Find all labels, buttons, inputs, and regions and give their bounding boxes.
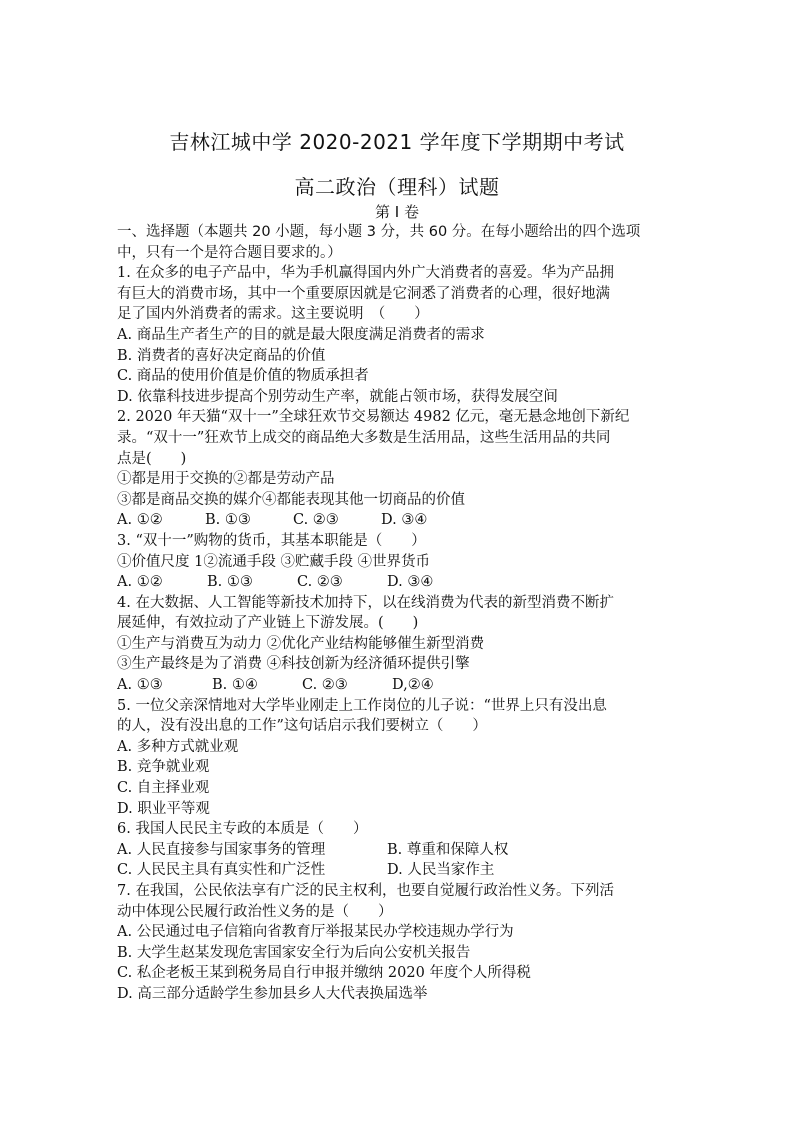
q3-stem: 3. “双十一”购物的货币，其基本职能是（ ） xyxy=(117,532,426,549)
q3-option-d: D. ③④ xyxy=(387,574,434,591)
q6-stem: 6. 我国人民民主专政的本质是（ ） xyxy=(117,821,368,838)
q6-options-row xyxy=(117,860,687,881)
q6-option-d: D. 人民当家作主 xyxy=(387,862,495,879)
q4-stem-line: 展延伸，有效拉动了产业链上下游发展。( ) xyxy=(117,615,419,632)
q7-option-c: C. 私企老板王某到税务局自行申报并缴纳 2020 年度个人所得税 xyxy=(117,965,531,982)
q6-option-c: C. 人民民主具有真实性和广泛性 xyxy=(117,862,326,879)
q5-stem-line: 的人，没有没出息的工作”这句话启示我们要树立（ ） xyxy=(117,718,487,735)
q4-statement-line: ①生产与消费互为动力 ②优化产业结构能够催生新型消费 xyxy=(117,635,485,652)
section-label: 第 I 卷 xyxy=(375,203,419,221)
q4-option-b: B. ①④ xyxy=(212,677,258,694)
q1-stem-line: 1. 在众多的电子产品中，华为手机赢得国内外广大消费者的喜爱。华为产品拥 xyxy=(117,265,614,282)
q1-stem-line: 有巨大的消费市场，其中一个重要原因就是它洞悉了消费者的心理，很好地满 xyxy=(117,285,610,302)
q3-option-b: B. ①③ xyxy=(207,574,253,591)
instructions-line: 中，只有一个是符合题目要求的。） xyxy=(117,244,342,261)
q3-option-c: C. ②③ xyxy=(297,574,343,591)
q7-option-d: D. 高三部分适龄学生参加县乡人大代表换届选举 xyxy=(117,985,428,1002)
q5-stem-line: 5. 一位父亲深情地对大学毕业刚走上工作岗位的儿子说：“世界上只有没出息 xyxy=(117,697,607,714)
q4-option-d: D,②④ xyxy=(392,677,434,694)
q5-option-d: D. 职业平等观 xyxy=(117,800,210,817)
q2-option-b: B. ①③ xyxy=(205,512,251,529)
exam-subtitle: 高二政治（理科）试题 xyxy=(294,175,500,199)
q7-option-b: B. 大学生赵某发现危害国家安全行为后向公安机关报告 xyxy=(117,944,471,961)
q4-option-c: C. ②③ xyxy=(302,677,348,694)
q4-statement-line: ③生产最终是为了消费 ④科技创新为经济循环提供引擎 xyxy=(117,656,470,673)
q5-option-a: A. 多种方式就业观 xyxy=(117,738,239,755)
q2-stem-line: 点是( ) xyxy=(117,450,187,467)
q6-option-b: B. 尊重和保障人权 xyxy=(387,841,509,858)
q1-option-c: C. 商品的使用价值是价值的物质承担者 xyxy=(117,368,369,385)
q2-statement-line: ①都是用于交换的②都是劳动产品 xyxy=(117,471,335,488)
q2-option-a: A. ①② xyxy=(117,512,163,529)
exam-title: 吉林江城中学 2020-2021 学年度下学期期中考试 xyxy=(169,130,625,154)
q1-option-b: B. 消费者的喜好决定商品的价值 xyxy=(117,347,326,364)
q2-stem-line: 2. 2020 年天猫“双十一”全球狂欢节交易额达 4982 亿元，毫无悬念地创下新纪 xyxy=(117,409,630,426)
q5-option-c: C. 自主择业观 xyxy=(117,780,210,797)
q3-options xyxy=(117,572,687,593)
q2-option-d: D. ③④ xyxy=(381,512,428,529)
q2-statement-line: ③都是商品交换的媒介④都能表现其他一切商品的价值 xyxy=(117,491,465,508)
q1-option-d: D. 依靠科技进步提高个别劳动生产率，就能占领市场，获得发展空间 xyxy=(117,388,558,405)
q4-option-a: A. ①③ xyxy=(117,677,163,694)
q6-option-a: A. 人民直接参与国家事务的管理 xyxy=(117,841,326,858)
q7-stem-line: 7. 在我国，公民依法享有广泛的民主权利，也要自觉履行政治性义务。下列活 xyxy=(117,883,614,899)
q2-stem-line: 录。“双十一”狂欢节上成交的商品绝大多数是生活用品，这些生活用品的共同 xyxy=(117,429,611,446)
q2-options xyxy=(117,510,687,531)
q3-option-a: A. ①② xyxy=(117,574,163,591)
q5-option-b: B. 竞争就业观 xyxy=(117,759,210,776)
q1-option-a: A. 商品生产者生产的目的就是最大限度满足消费者的需求 xyxy=(117,326,485,343)
q1-stem-line: 足了国内外消费者的需求。这主要说明 （ ） xyxy=(117,306,429,323)
q6-options-row xyxy=(117,840,687,861)
instructions-line: 一、选择题（本题共 20 小题，每小题 3 分，共 60 分。在每小题给出的四个选项 xyxy=(117,224,641,240)
q4-options xyxy=(117,675,687,696)
q7-stem-line: 动中体现公民履行政治性义务的是（ ） xyxy=(117,903,393,920)
q7-option-a: A. 公民通过电子信箱向省教育厅举报某民办学校违规办学行为 xyxy=(117,924,514,941)
question-body xyxy=(117,222,687,1005)
q4-stem-line: 4. 在大数据、人工智能等新技术加持下，以在线消费为代表的新型消费不断扩 xyxy=(117,594,614,611)
q2-option-c: C. ②③ xyxy=(293,512,339,529)
q3-statements: ①价值尺度 1②流通手段 ③贮藏手段 ④世界货币 xyxy=(117,553,431,570)
